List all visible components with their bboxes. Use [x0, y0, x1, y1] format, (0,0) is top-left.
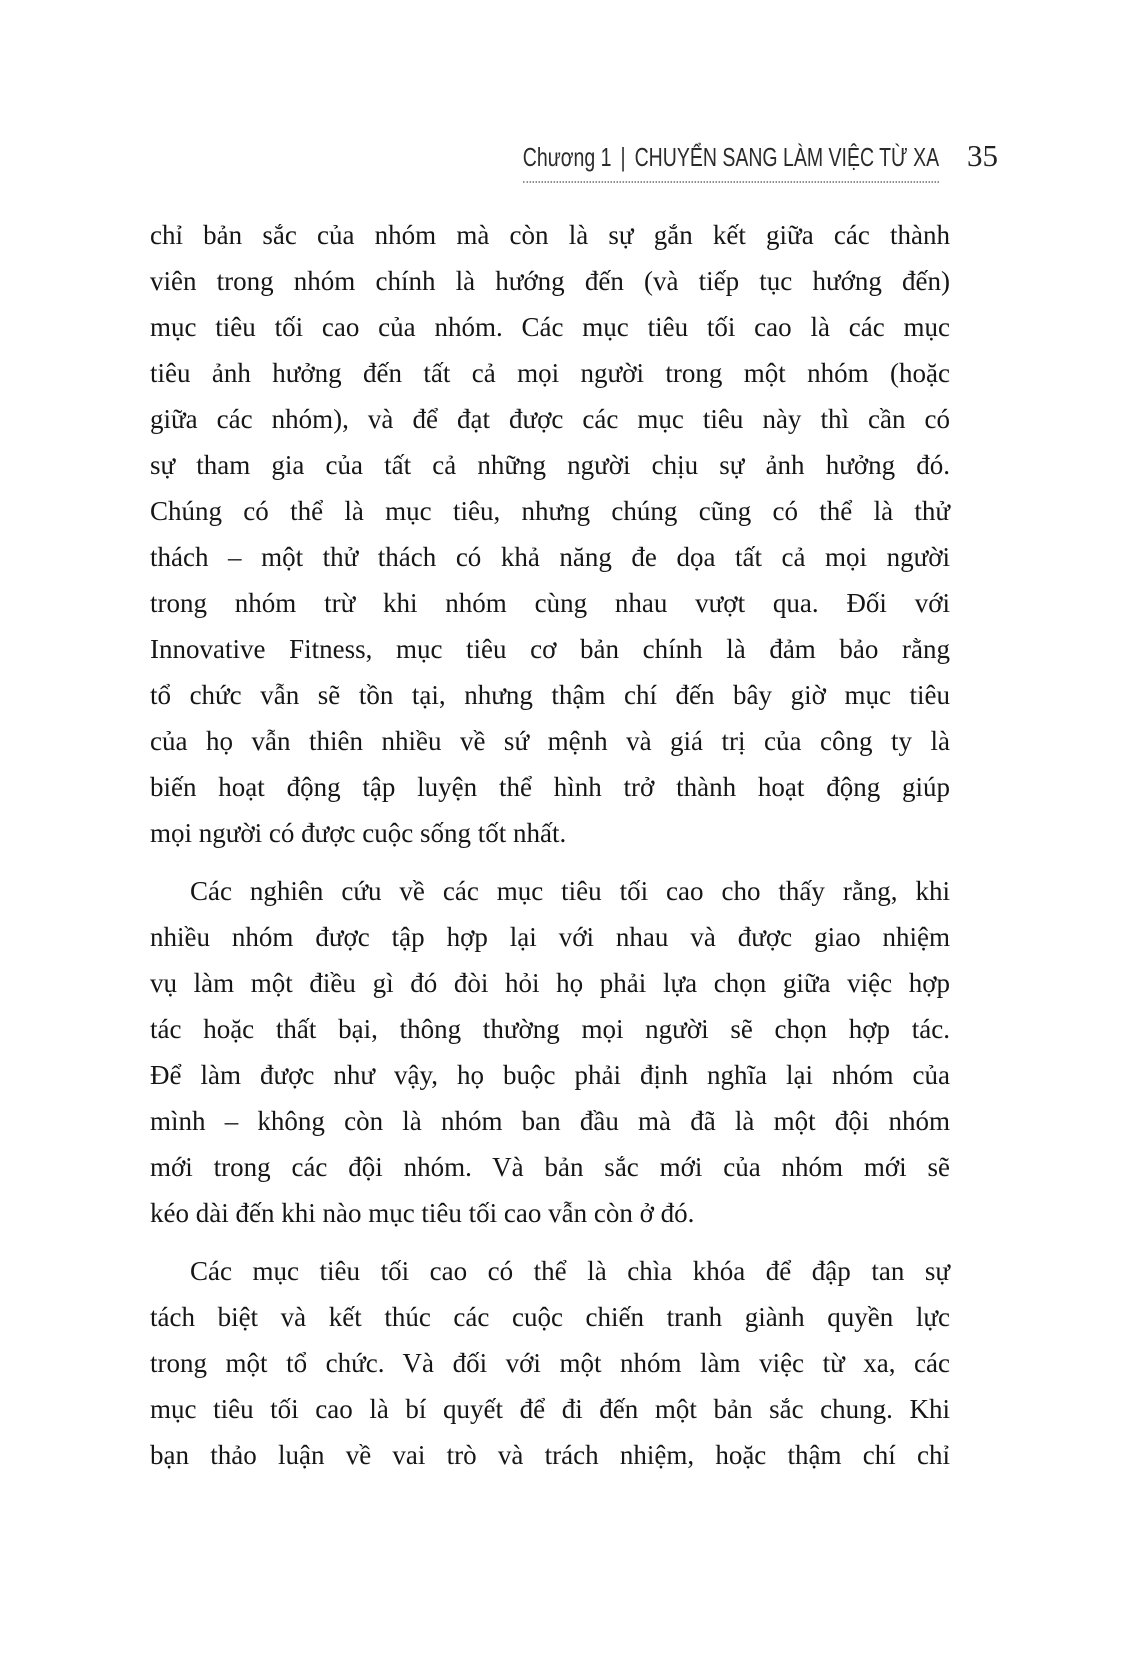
running-header [150, 138, 998, 183]
text-line: mục tiêu tối cao là bí quyết để đi đến một bản sắc chung. Khi [150, 1394, 950, 1424]
text-line: sự tham gia của tất cả những người chịu sự ảnh hưởng đó. [150, 450, 950, 480]
text-line: tách biệt và kết thúc các cuộc chiến tranh giành quyền lực [150, 1302, 950, 1332]
text-line: trong nhóm trừ khi nhóm cùng nhau vượt qua. Đối với [150, 588, 950, 618]
text-line: giữa các nhóm), và để đạt được các mục tiêu này thì cần có [150, 404, 950, 434]
paragraph [150, 212, 950, 856]
text-line: mọi người có được cuộc sống tốt nhất. [150, 818, 567, 848]
paragraph [150, 1248, 950, 1478]
header-separator: | [620, 142, 626, 172]
text-line: mới trong các đội nhóm. Và bản sắc mới của nhóm mới sẽ [150, 1152, 950, 1182]
text-line: thách – một thử thách có khả năng đe dọa tất cả mọi người [150, 542, 950, 572]
paragraph [150, 868, 950, 1236]
page-number: 35 [967, 138, 998, 173]
text-line: của họ vẫn thiên nhiều về sứ mệnh và giá trị của công ty là [150, 726, 950, 756]
text-line: tiêu ảnh hưởng đến tất cả mọi người trong một nhóm (hoặc [150, 358, 950, 388]
text-line: Chúng có thể là mục tiêu, nhưng chúng cũng có thể là thử [150, 496, 950, 526]
text-line: Innovative Fitness, mục tiêu cơ bản chính là đảm bảo rằng [150, 634, 950, 664]
text-line: trong một tổ chức. Và đối với một nhóm làm việc từ xa, các [150, 1348, 950, 1378]
text-line: tác hoặc thất bại, thông thường mọi người sẽ chọn hợp tác. [150, 1014, 950, 1044]
text-line: tổ chức vẫn sẽ tồn tại, nhưng thậm chí đến bây giờ mục tiêu [150, 680, 950, 710]
page-body [150, 212, 950, 1478]
text-line: Các nghiên cứu về các mục tiêu tối cao cho thấy rằng, khi [190, 876, 950, 906]
text-line: chỉ bản sắc của nhóm mà còn là sự gắn kết giữa các thành [150, 220, 950, 250]
text-line: biến hoạt động tập luyện thể hình trở thành hoạt động giúp [150, 772, 950, 802]
text-line: vụ làm một điều gì đó đòi hỏi họ phải lựa chọn giữa việc hợp [150, 968, 950, 998]
text-line: mình – không còn là nhóm ban đầu mà đã là một đội nhóm [150, 1106, 950, 1136]
text-line: mục tiêu tối cao của nhóm. Các mục tiêu tối cao là các mục [150, 312, 950, 342]
text-line: Để làm được như vậy, họ buộc phải định nghĩa lại nhóm của [150, 1060, 950, 1090]
text-line: nhiều nhóm được tập hợp lại với nhau và được giao nhiệm [150, 922, 950, 952]
text-line: kéo dài đến khi nào mục tiêu tối cao vẫn còn ở đó. [150, 1198, 695, 1228]
chapter-label: Chương 1 [522, 142, 612, 172]
chapter-heading [523, 142, 939, 183]
text-line: viên trong nhóm chính là hướng đến (và tiếp tục hướng đến) [150, 266, 950, 296]
chapter-title: CHUYỂN SANG LÀM VIỆC TỪ XA [634, 142, 939, 172]
text-line: bạn thảo luận về vai trò và trách nhiệm, hoặc thậm chí chỉ [150, 1440, 950, 1470]
text-line: Các mục tiêu tối cao có thể là chìa khóa để đập tan sự [190, 1256, 950, 1286]
